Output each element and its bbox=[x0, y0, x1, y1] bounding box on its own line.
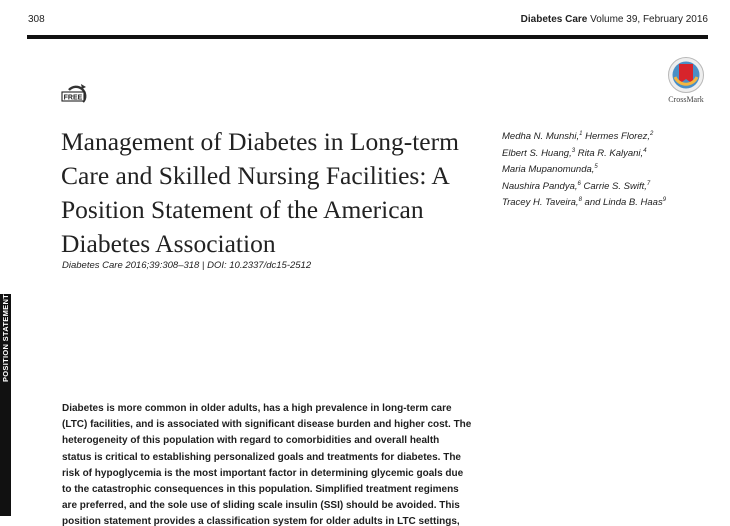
author-name: Naushira Pandya, bbox=[502, 180, 578, 192]
header-rule bbox=[27, 35, 708, 39]
free-badge-icon bbox=[60, 82, 94, 106]
author-name: Medha N. Munshi, bbox=[502, 131, 580, 142]
author-line bbox=[502, 179, 717, 196]
free-access-badge bbox=[60, 82, 94, 106]
author-affiliation: 1 bbox=[579, 130, 583, 137]
abstract-line: risk of hypoglycemia is the most important factor in determining glycemic goals due bbox=[62, 467, 464, 479]
issue-info: Volume 39, February 2016 bbox=[590, 14, 708, 25]
article-citation bbox=[62, 260, 311, 271]
crossmark-icon bbox=[667, 56, 705, 94]
author-affiliation: 7 bbox=[646, 180, 651, 187]
journal-name: Diabetes Care bbox=[520, 14, 588, 25]
page-number: 308 bbox=[28, 14, 45, 25]
author-name: Carrie S. Swift, bbox=[583, 180, 647, 192]
abstract-line: (LTC) facilities, and is associated with significant disease burden and higher cost. The bbox=[62, 419, 472, 431]
section-side-tab bbox=[0, 294, 11, 516]
author-affiliation: 9 bbox=[662, 196, 667, 203]
abstract-line: Diabetes is more common in older adults, has a high prevalence in long-term care bbox=[62, 403, 452, 414]
author-name: Elbert S. Huang, bbox=[502, 147, 572, 159]
doi-link[interactable]: DOI: 10.2337/dc15-2512 bbox=[207, 260, 312, 271]
running-header bbox=[521, 14, 708, 25]
abstract bbox=[62, 401, 490, 526]
author-name: Hermes Florez, bbox=[585, 131, 651, 142]
author-line bbox=[502, 129, 717, 146]
author-name: Maria Mupanomunda, bbox=[502, 164, 595, 175]
author-affiliation: 8 bbox=[578, 196, 582, 203]
abstract-line: are preferred, and the sole use of sliding scale insulin (SSI) should be avoided. This bbox=[62, 500, 460, 512]
author-affiliation: 5 bbox=[594, 163, 598, 170]
abstract-line: position statement provides a classification system for older adults in LTC settings, bbox=[62, 516, 460, 526]
abstract-line: to the catastrophic consequences in this population. Simplified treatment regimens bbox=[62, 484, 459, 496]
crossmark-badge[interactable] bbox=[663, 56, 709, 104]
abstract-line: status is critical to establishing personalized goals and treatments for diabetes. The bbox=[62, 451, 461, 463]
author-affiliation: 4 bbox=[643, 147, 647, 154]
author-line bbox=[502, 195, 717, 212]
author-name: Rita R. Kalyani, bbox=[577, 147, 644, 159]
author-affiliation: 6 bbox=[577, 180, 581, 187]
citation-text: Diabetes Care 2016;39:308–318 bbox=[62, 260, 200, 271]
author-affiliation: 3 bbox=[571, 147, 576, 154]
free-badge-text: FREE bbox=[63, 94, 83, 102]
author-affiliation: 2 bbox=[650, 130, 654, 137]
author-name: Tracey H. Taveira, bbox=[502, 197, 579, 208]
author-line bbox=[502, 162, 717, 179]
article-title: Management of Diabetes in Long-term Care and Skilled Nursing Facilities: A Position Statement of the American Diabetes Association bbox=[61, 127, 459, 258]
abstract-line: heterogeneity of this population with regard to comorbidities and overall health bbox=[62, 435, 440, 447]
author-name: and Linda B. Haas bbox=[584, 197, 663, 208]
citation-separator: | bbox=[201, 260, 205, 271]
author-list bbox=[502, 129, 717, 212]
author-line bbox=[502, 146, 717, 163]
crossmark-label: CrossMark bbox=[668, 95, 704, 104]
section-label: POSITION STATEMENT bbox=[1, 294, 10, 383]
